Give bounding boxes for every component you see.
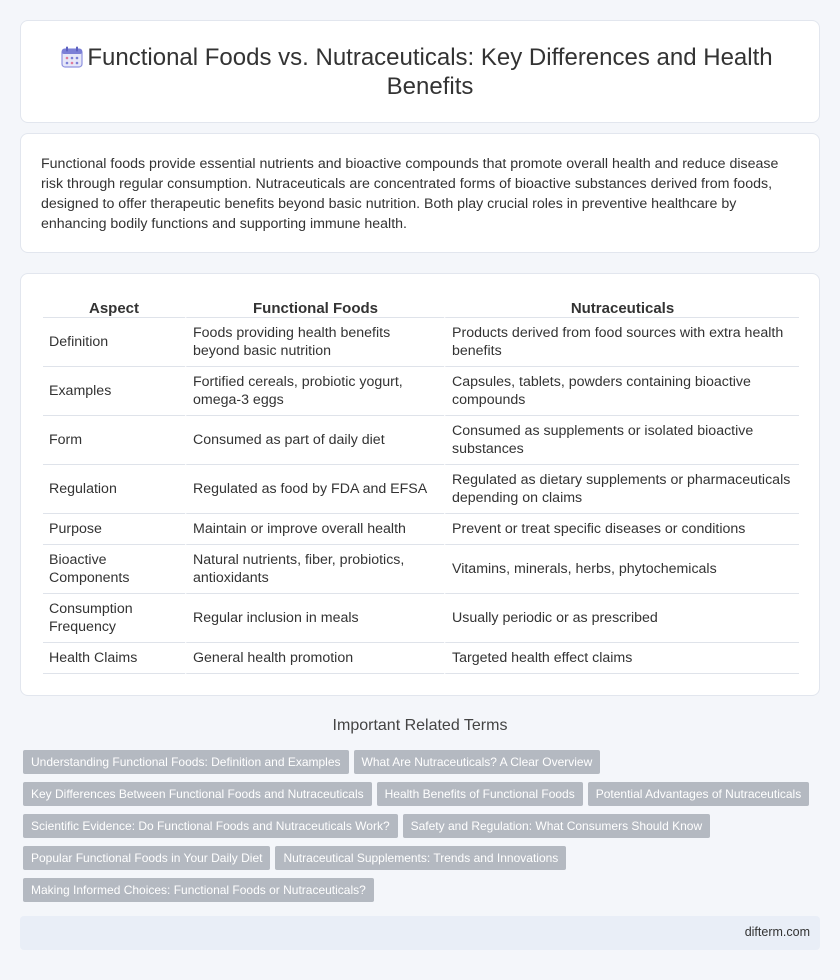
related-term-tag[interactable]: Understanding Functional Foods: Definition and Examples xyxy=(23,750,349,774)
related-term-tag[interactable]: Making Informed Choices: Functional Foods or Nutraceuticals? xyxy=(23,878,374,902)
cell-nutraceuticals: Capsules, tablets, powders containing bioactive compounds xyxy=(444,367,799,416)
header-nutraceuticals: Nutraceuticals xyxy=(444,296,799,318)
cell-functional-foods: Foods providing health benefits beyond basic nutrition xyxy=(185,318,444,367)
table-row xyxy=(43,545,799,594)
header-functional-foods: Functional Foods xyxy=(185,296,444,318)
cell-aspect: Examples xyxy=(43,367,185,416)
cell-functional-foods: Fortified cereals, probiotic yogurt, omega-3 eggs xyxy=(185,367,444,416)
title-card xyxy=(20,20,820,123)
cell-functional-foods: Consumed as part of daily diet xyxy=(185,416,444,465)
related-term-tag[interactable]: Key Differences Between Functional Foods and Nutraceuticals xyxy=(23,782,372,806)
cell-nutraceuticals: Targeted health effect claims xyxy=(444,643,799,674)
cell-nutraceuticals: Usually periodic or as prescribed xyxy=(444,594,799,643)
comparison-table xyxy=(43,296,799,674)
cell-functional-foods: Maintain or improve overall health xyxy=(185,514,444,545)
table-row xyxy=(43,416,799,465)
footer xyxy=(20,916,820,950)
related-term-tag[interactable]: Scientific Evidence: Do Functional Foods and Nutraceuticals Work? xyxy=(23,814,398,838)
cell-functional-foods: Regular inclusion in meals xyxy=(185,594,444,643)
cell-nutraceuticals: Consumed as supplements or isolated bioactive substances xyxy=(444,416,799,465)
cell-aspect: Purpose xyxy=(43,514,185,545)
cell-functional-foods: Natural nutrients, fiber, probiotics, antioxidants xyxy=(185,545,444,594)
related-term-tag[interactable]: What Are Nutraceuticals? A Clear Overview xyxy=(354,750,601,774)
page-title: Functional Foods vs. Nutraceuticals: Key Differences and Health Benefits xyxy=(87,44,773,100)
cell-aspect: Consumption Frequency xyxy=(43,594,185,643)
cell-nutraceuticals: Regulated as dietary supplements or pharmaceuticals depending on claims xyxy=(444,465,799,514)
table-header-row xyxy=(43,296,799,318)
table-row xyxy=(43,318,799,367)
table-row xyxy=(43,367,799,416)
cell-aspect: Bioactive Components xyxy=(43,545,185,594)
table-row xyxy=(43,643,799,674)
cell-aspect: Definition xyxy=(43,318,185,367)
table-row xyxy=(43,594,799,643)
cell-aspect: Regulation xyxy=(43,465,185,514)
related-term-tag[interactable]: Potential Advantages of Nutraceuticals xyxy=(588,782,809,806)
cell-aspect: Health Claims xyxy=(43,643,185,674)
cell-nutraceuticals: Vitamins, minerals, herbs, phytochemicals xyxy=(444,545,799,594)
cell-aspect: Form xyxy=(43,416,185,465)
related-terms-heading: Important Related Terms xyxy=(332,717,508,734)
related-term-tag[interactable]: Safety and Regulation: What Consumers Should Know xyxy=(403,814,711,838)
comparison-card xyxy=(20,273,820,696)
table-row xyxy=(43,465,799,514)
related-term-tag[interactable]: Popular Functional Foods in Your Daily Diet xyxy=(23,846,270,870)
intro-card xyxy=(20,133,820,253)
header-aspect: Aspect xyxy=(43,296,185,318)
cell-nutraceuticals: Prevent or treat specific diseases or conditions xyxy=(444,514,799,545)
table-row xyxy=(43,514,799,545)
related-terms-list xyxy=(23,750,823,910)
related-term-tag[interactable]: Nutraceutical Supplements: Trends and Innovations xyxy=(275,846,566,870)
intro-paragraph: Functional foods provide essential nutrients and bioactive compounds that promote overall health and reduce disease risk through regular consumption. Nutraceuticals are concentrated forms of bioactive substances derived from foods, designed to offer therapeutic benefits beyond basic nutrition. Both play crucial roles in preventive healthcare by enhancing bodily functions and supporting immune health. xyxy=(41,156,779,232)
footer-site-link[interactable]: difterm.com xyxy=(744,925,810,939)
related-term-tag[interactable]: Health Benefits of Functional Foods xyxy=(377,782,583,806)
cell-nutraceuticals: Products derived from food sources with extra health benefits xyxy=(444,318,799,367)
cell-functional-foods: Regulated as food by FDA and EFSA xyxy=(185,465,444,514)
cell-functional-foods: General health promotion xyxy=(185,643,444,674)
